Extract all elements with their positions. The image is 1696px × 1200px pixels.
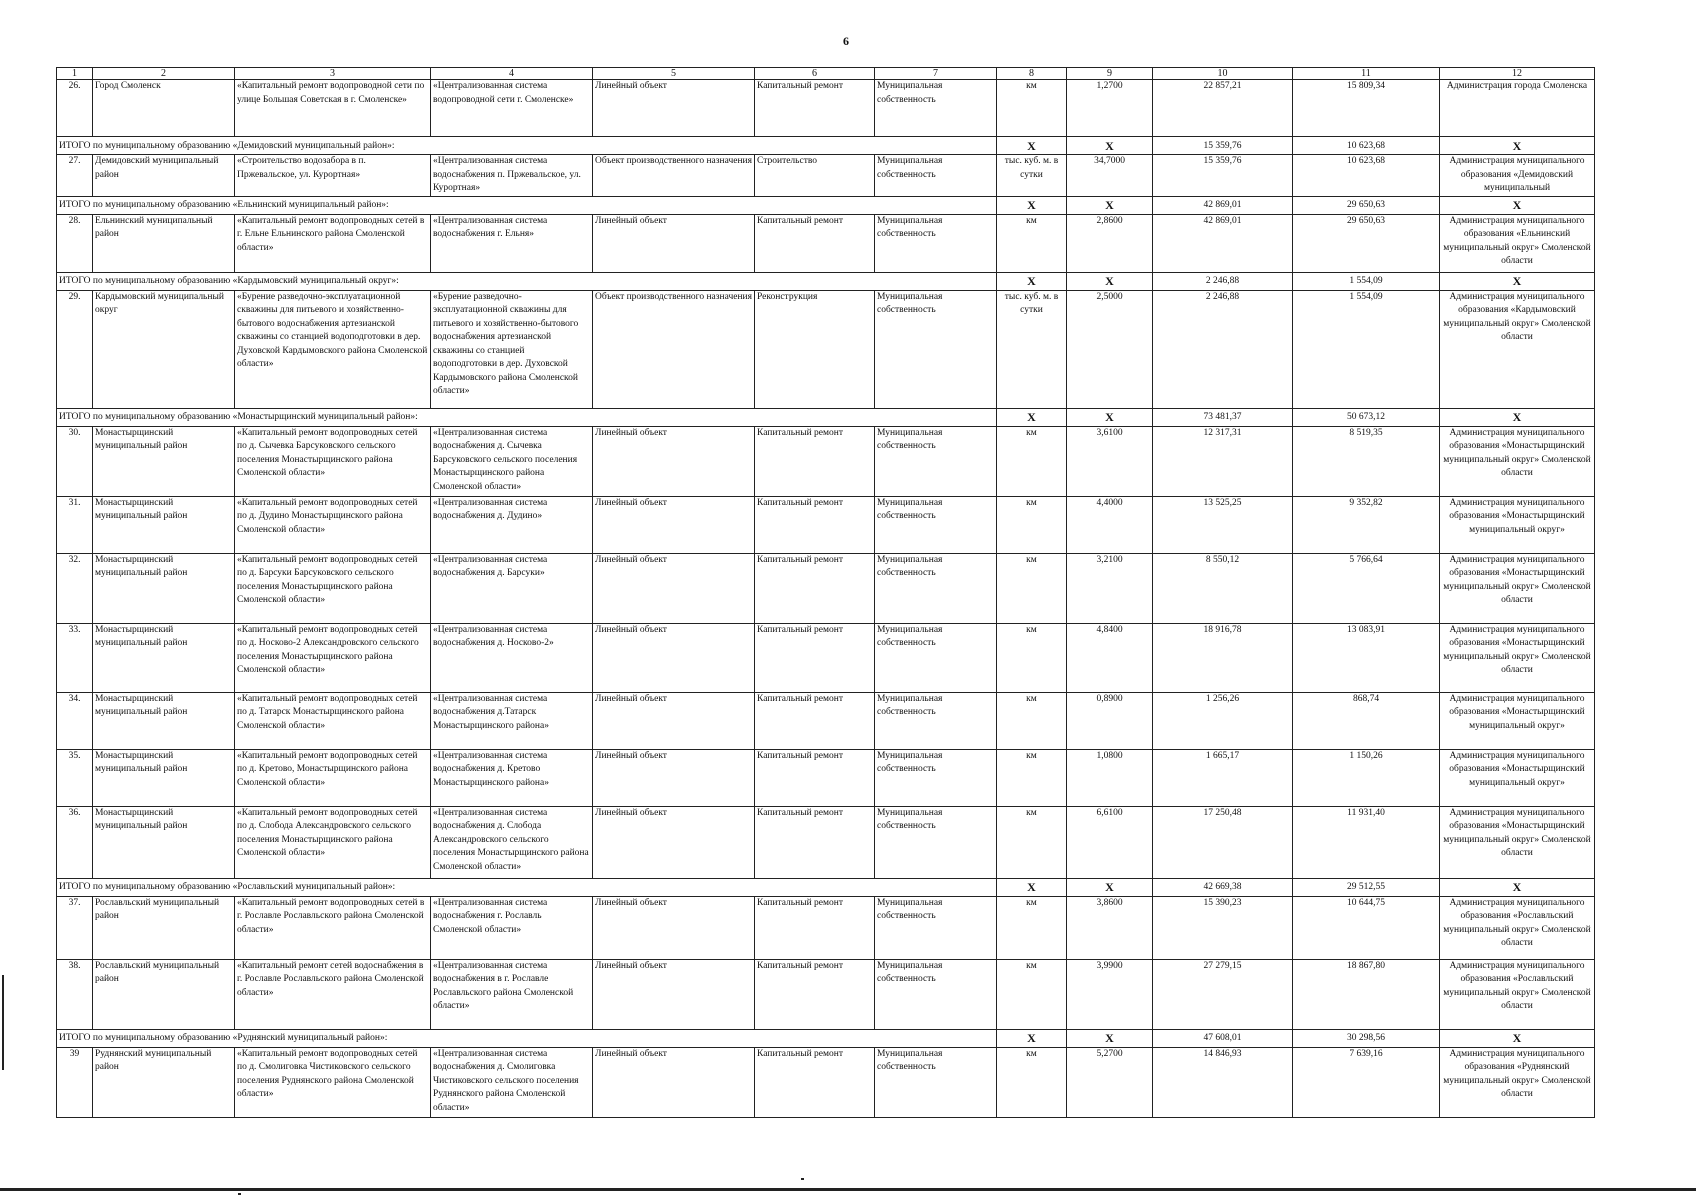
table-row <box>57 749 1595 806</box>
work-name-cell: «Капитальный ремонт водопроводных сетей по д. Дудино Монастырщинского района Смоленской области» <box>235 496 431 553</box>
work-name-cell: «Капитальный ремонт водопроводных сетей по д. Татарск Монастырщинского района Смоленской области» <box>235 692 431 749</box>
scan-speck <box>238 1193 241 1195</box>
object-name-cell: «Централизованная система водоснабжения д.Татарск Монастырщинского района» <box>431 692 593 749</box>
column-number-11: 11 <box>1293 68 1440 80</box>
row-number: 29. <box>57 290 93 408</box>
ownership-cell: Муниципальная собственность <box>875 496 997 553</box>
subtotal-unit-x: Х <box>997 878 1067 896</box>
table-row <box>57 214 1595 272</box>
work-name-cell: «Строительство водозабора в п. Пржевальское, ул. Курортная» <box>235 155 431 197</box>
row-number: 30. <box>57 426 93 496</box>
work-name-cell: «Капитальный ремонт водопроводных сетей в г. Рославле Рославльского района Смоленской области» <box>235 896 431 959</box>
municipality-cell: Монастырщинский муниципальный район <box>93 806 235 878</box>
unit-cell: км <box>997 806 1067 878</box>
work-type-cell: Капитальный ремонт <box>755 749 875 806</box>
object-type-cell: Линейный объект <box>593 1047 755 1117</box>
ownership-cell: Муниципальная собственность <box>875 959 997 1029</box>
responsible-org-cell: Администрация города Смоленска <box>1440 80 1595 137</box>
responsible-org-cell: Администрация муниципального образования «Монастырщинский муниципальный округ» Смоленской области <box>1440 623 1595 692</box>
municipality-cell: Кардымовский муниципальный округ <box>93 290 235 408</box>
municipality-cell: Монастырщинский муниципальный район <box>93 553 235 623</box>
subtotal-row <box>57 878 1595 896</box>
row-number: 34. <box>57 692 93 749</box>
funds-cell: 5 766,64 <box>1293 553 1440 623</box>
cost-cell: 17 250,48 <box>1153 806 1293 878</box>
work-type-cell: Капитальный ремонт <box>755 214 875 272</box>
object-name-cell: «Централизованная система водоснабжения п. Пржевальское, ул. Курортная» <box>431 155 593 197</box>
column-number-8: 8 <box>997 68 1067 80</box>
object-type-cell: Линейный объект <box>593 959 755 1029</box>
work-type-cell: Капитальный ремонт <box>755 80 875 137</box>
column-number-3: 3 <box>235 68 431 80</box>
subtotal-unit-x: Х <box>997 272 1067 290</box>
ownership-cell: Муниципальная собственность <box>875 623 997 692</box>
work-type-cell: Капитальный ремонт <box>755 692 875 749</box>
row-number: 27. <box>57 155 93 197</box>
cost-cell: 27 279,15 <box>1153 959 1293 1029</box>
municipality-cell: Ельнинский муниципальный район <box>93 214 235 272</box>
unit-cell: км <box>997 959 1067 1029</box>
unit-cell: км <box>997 426 1067 496</box>
subtotal-cost: 42 869,01 <box>1153 196 1293 214</box>
quantity-cell: 4,8400 <box>1067 623 1153 692</box>
unit-cell: км <box>997 692 1067 749</box>
subtotal-row <box>57 137 1595 155</box>
ownership-cell: Муниципальная собственность <box>875 426 997 496</box>
quantity-cell: 3,6100 <box>1067 426 1153 496</box>
subtotal-row <box>57 272 1595 290</box>
work-name-cell: «Капитальный ремонт водопроводных сетей по д. Смолиговка Чистиковского сельского поселения Руднянского района Смоленской области» <box>235 1047 431 1117</box>
ownership-cell: Муниципальная собственность <box>875 80 997 137</box>
subtotal-qty-x: Х <box>1067 272 1153 290</box>
subtotal-org-x: Х <box>1440 878 1595 896</box>
subtotal-funds: 29 650,63 <box>1293 196 1440 214</box>
cost-cell: 42 869,01 <box>1153 214 1293 272</box>
work-type-cell: Капитальный ремонт <box>755 959 875 1029</box>
responsible-org-cell: Администрация муниципального образования «Рославльский муниципальный округ» Смоленской области <box>1440 896 1595 959</box>
subtotal-cost: 15 359,76 <box>1153 137 1293 155</box>
responsible-org-cell: Администрация муниципального образования «Ельнинский муниципальный округ» Смоленской области <box>1440 214 1595 272</box>
funds-cell: 868,74 <box>1293 692 1440 749</box>
subtotal-row <box>57 196 1595 214</box>
row-number: 39 <box>57 1047 93 1117</box>
subtotal-qty-x: Х <box>1067 408 1153 426</box>
unit-cell: тыс. куб. м. в сутки <box>997 155 1067 197</box>
subtotal-cost: 47 608,01 <box>1153 1029 1293 1047</box>
cost-cell: 1 665,17 <box>1153 749 1293 806</box>
column-number-7: 7 <box>875 68 997 80</box>
table-row <box>57 692 1595 749</box>
responsible-org-cell: Администрация муниципального образования «Демидовский муниципальный <box>1440 155 1595 197</box>
object-type-cell: Линейный объект <box>593 214 755 272</box>
subtotal-qty-x: Х <box>1067 196 1153 214</box>
object-type-cell: Линейный объект <box>593 553 755 623</box>
municipality-cell: Рославльский муниципальный район <box>93 959 235 1029</box>
funds-cell: 1 554,09 <box>1293 290 1440 408</box>
object-type-cell: Линейный объект <box>593 749 755 806</box>
table-row <box>57 553 1595 623</box>
work-name-cell: «Бурение разведочно-эксплуатационной скважины для питьевого и хозяйственно-бытового водоснабжения артезианской скважины со станцией водоподготовки в дер. Духовской Кардымовского района Смоленской области» <box>235 290 431 408</box>
subtotal-qty-x: Х <box>1067 878 1153 896</box>
object-type-cell: Линейный объект <box>593 806 755 878</box>
municipality-cell: Монастырщинский муниципальный район <box>93 623 235 692</box>
quantity-cell: 34,7000 <box>1067 155 1153 197</box>
quantity-cell: 6,6100 <box>1067 806 1153 878</box>
unit-cell: км <box>997 214 1067 272</box>
cost-cell: 22 857,21 <box>1153 80 1293 137</box>
cost-cell: 2 246,88 <box>1153 290 1293 408</box>
subtotal-org-x: Х <box>1440 272 1595 290</box>
column-number-6: 6 <box>755 68 875 80</box>
subtotal-funds: 50 673,12 <box>1293 408 1440 426</box>
unit-cell: км <box>997 623 1067 692</box>
subtotal-funds: 30 298,56 <box>1293 1029 1440 1047</box>
responsible-org-cell: Администрация муниципального образования «Кардымовский муниципальный округ» Смоленской области <box>1440 290 1595 408</box>
ownership-cell: Муниципальная собственность <box>875 290 997 408</box>
subtotal-row <box>57 1029 1595 1047</box>
scan-margin-mark <box>2 975 4 1070</box>
object-name-cell: «Централизованная система водоснабжения д. Барсуки» <box>431 553 593 623</box>
scan-bottom-edge <box>0 1188 1696 1191</box>
object-name-cell: «Централизованная система водоснабжения г. Ельня» <box>431 214 593 272</box>
row-number: 33. <box>57 623 93 692</box>
municipality-cell: Монастырщинский муниципальный район <box>93 749 235 806</box>
table-row <box>57 155 1595 197</box>
object-type-cell: Линейный объект <box>593 426 755 496</box>
work-name-cell: «Капитальный ремонт водопроводных сетей по д. Носково-2 Александровского сельского поселения Монастырщинского района Смоленской области» <box>235 623 431 692</box>
subtotal-label: ИТОГО по муниципальному образованию «Рославльский муниципальный район»: <box>57 878 997 896</box>
subtotal-funds: 10 623,68 <box>1293 137 1440 155</box>
quantity-cell: 3,2100 <box>1067 553 1153 623</box>
quantity-cell: 4,4000 <box>1067 496 1153 553</box>
ownership-cell: Муниципальная собственность <box>875 896 997 959</box>
work-type-cell: Капитальный ремонт <box>755 426 875 496</box>
funds-cell: 7 639,16 <box>1293 1047 1440 1117</box>
table-row <box>57 896 1595 959</box>
work-type-cell: Реконструкция <box>755 290 875 408</box>
work-type-cell: Капитальный ремонт <box>755 623 875 692</box>
work-type-cell: Строительство <box>755 155 875 197</box>
subtotal-label: ИТОГО по муниципальному образованию «Демидовский муниципальный район»: <box>57 137 997 155</box>
row-number: 38. <box>57 959 93 1029</box>
unit-cell: тыс. куб. м. в сутки <box>997 290 1067 408</box>
responsible-org-cell: Администрация муниципального образования «Монастырщинский муниципальный округ» Смоленской области <box>1440 806 1595 878</box>
unit-cell: км <box>997 896 1067 959</box>
column-number-9: 9 <box>1067 68 1153 80</box>
cost-cell: 15 390,23 <box>1153 896 1293 959</box>
cost-cell: 14 846,93 <box>1153 1047 1293 1117</box>
register-table <box>56 67 1595 1118</box>
municipality-cell: Демидовский муниципальный район <box>93 155 235 197</box>
responsible-org-cell: Администрация муниципального образования «Монастырщинский муниципальный округ» Смоленской области <box>1440 426 1595 496</box>
subtotal-org-x: Х <box>1440 196 1595 214</box>
quantity-cell: 1,2700 <box>1067 80 1153 137</box>
quantity-cell: 2,8600 <box>1067 214 1153 272</box>
object-name-cell: «Централизованная система водоснабжения д. Сычевка Барсуковского сельского поселения Монастырщинского района Смоленской области» <box>431 426 593 496</box>
subtotal-unit-x: Х <box>997 408 1067 426</box>
object-name-cell: «Централизованная система водоснабжения д. Дудино» <box>431 496 593 553</box>
work-name-cell: «Капитальный ремонт водопроводных сетей по д. Сычевка Барсуковского сельского поселения Монастырщинского района Смоленской области» <box>235 426 431 496</box>
responsible-org-cell: Администрация муниципального образования «Монастырщинский муниципальный округ» <box>1440 496 1595 553</box>
ownership-cell: Муниципальная собственность <box>875 749 997 806</box>
work-name-cell: «Капитальный ремонт водопроводной сети по улице Большая Советская в г. Смоленске» <box>235 80 431 137</box>
municipality-cell: Руднянский муниципальный район <box>93 1047 235 1117</box>
funds-cell: 18 867,80 <box>1293 959 1440 1029</box>
subtotal-funds: 1 554,09 <box>1293 272 1440 290</box>
object-type-cell: Объект производственного назначения <box>593 290 755 408</box>
work-type-cell: Капитальный ремонт <box>755 1047 875 1117</box>
object-name-cell: «Централизованная система водоснабжения в г. Рославле Рославльского района Смоленской области» <box>431 959 593 1029</box>
ownership-cell: Муниципальная собственность <box>875 214 997 272</box>
unit-cell: км <box>997 496 1067 553</box>
column-number-10: 10 <box>1153 68 1293 80</box>
row-number: 37. <box>57 896 93 959</box>
responsible-org-cell: Администрация муниципального образования «Монастырщинский муниципальный округ» Смоленской области <box>1440 553 1595 623</box>
subtotal-label: ИТОГО по муниципальному образованию «Монастырщинский муниципальный район»: <box>57 408 997 426</box>
municipality-cell: Монастырщинский муниципальный район <box>93 692 235 749</box>
table-row <box>57 496 1595 553</box>
subtotal-unit-x: Х <box>997 196 1067 214</box>
row-number: 28. <box>57 214 93 272</box>
column-number-2: 2 <box>93 68 235 80</box>
subtotal-label: ИТОГО по муниципальному образованию «Ельнинский муниципальный район»: <box>57 196 997 214</box>
cost-cell: 18 916,78 <box>1153 623 1293 692</box>
object-type-cell: Объект производственного назначения <box>593 155 755 197</box>
scan-speck <box>801 1178 804 1180</box>
table-row <box>57 1047 1595 1117</box>
column-number-5: 5 <box>593 68 755 80</box>
subtotal-cost: 42 669,38 <box>1153 878 1293 896</box>
unit-cell: км <box>997 553 1067 623</box>
object-name-cell: «Централизованная система водоснабжения г. Рославль Смоленской области» <box>431 896 593 959</box>
table-row <box>57 959 1595 1029</box>
cost-cell: 12 317,31 <box>1153 426 1293 496</box>
subtotal-org-x: Х <box>1440 1029 1595 1047</box>
object-name-cell: «Централизованная система водопроводной сети г. Смоленске» <box>431 80 593 137</box>
register-table-body <box>57 68 1595 1118</box>
subtotal-qty-x: Х <box>1067 1029 1153 1047</box>
unit-cell: км <box>997 749 1067 806</box>
funds-cell: 13 083,91 <box>1293 623 1440 692</box>
subtotal-qty-x: Х <box>1067 137 1153 155</box>
table-row <box>57 623 1595 692</box>
work-name-cell: «Капитальный ремонт водопроводных сетей по д. Слобода Александровского сельского поселения Монастырщинского района Смоленской области» <box>235 806 431 878</box>
quantity-cell: 0,8900 <box>1067 692 1153 749</box>
object-name-cell: «Централизованная система водоснабжения д. Кретово Монастырщинского района» <box>431 749 593 806</box>
cost-cell: 15 359,76 <box>1153 155 1293 197</box>
subtotal-cost: 73 481,37 <box>1153 408 1293 426</box>
responsible-org-cell: Администрация муниципального образования «Монастырщинский муниципальный округ» <box>1440 749 1595 806</box>
object-type-cell: Линейный объект <box>593 896 755 959</box>
quantity-cell: 3,8600 <box>1067 896 1153 959</box>
subtotal-org-x: Х <box>1440 408 1595 426</box>
object-name-cell: «Централизованная система водоснабжения д. Носково-2» <box>431 623 593 692</box>
subtotal-label: ИТОГО по муниципальному образованию «Руднянский муниципальный район»: <box>57 1029 997 1047</box>
quantity-cell: 5,2700 <box>1067 1047 1153 1117</box>
object-name-cell: «Централизованная система водоснабжения д. Слобода Александровского сельского поселения Монастырщинского района Смоленской области» <box>431 806 593 878</box>
municipality-cell: Монастырщинский муниципальный район <box>93 496 235 553</box>
municipality-cell: Монастырщинский муниципальный район <box>93 426 235 496</box>
page-number: 6 <box>843 34 849 48</box>
object-name-cell: «Бурение разведочно-эксплуатационной скважины для питьевого и хозяйственно-бытового водоснабжения артезианской скважины со станцией водоподготовки в дер. Духовской Кардымовского района Смоленской области» <box>431 290 593 408</box>
funds-cell: 29 650,63 <box>1293 214 1440 272</box>
object-type-cell: Линейный объект <box>593 692 755 749</box>
object-type-cell: Линейный объект <box>593 80 755 137</box>
cost-cell: 13 525,25 <box>1153 496 1293 553</box>
column-number-12: 12 <box>1440 68 1595 80</box>
object-type-cell: Линейный объект <box>593 496 755 553</box>
responsible-org-cell: Администрация муниципального образования «Рославльский муниципальный округ» Смоленской области <box>1440 959 1595 1029</box>
work-name-cell: «Капитальный ремонт водопроводных сетей по д. Кретово, Монастырщинского района Смоленской области» <box>235 749 431 806</box>
object-type-cell: Линейный объект <box>593 623 755 692</box>
column-number-row <box>57 68 1595 80</box>
ownership-cell: Муниципальная собственность <box>875 1047 997 1117</box>
column-number-1: 1 <box>57 68 93 80</box>
work-name-cell: «Капитальный ремонт водопроводных сетей по д. Барсуки Барсуковского сельского поселения Монастырщинского района Смоленской области» <box>235 553 431 623</box>
row-number: 31. <box>57 496 93 553</box>
municipality-cell: Город Смоленск <box>93 80 235 137</box>
funds-cell: 1 150,26 <box>1293 749 1440 806</box>
subtotal-funds: 29 512,55 <box>1293 878 1440 896</box>
funds-cell: 10 623,68 <box>1293 155 1440 197</box>
subtotal-unit-x: Х <box>997 1029 1067 1047</box>
table-row <box>57 80 1595 137</box>
row-number: 32. <box>57 553 93 623</box>
work-type-cell: Капитальный ремонт <box>755 806 875 878</box>
subtotal-label: ИТОГО по муниципальному образованию «Кардымовский муниципальный округ»: <box>57 272 997 290</box>
ownership-cell: Муниципальная собственность <box>875 155 997 197</box>
quantity-cell: 3,9900 <box>1067 959 1153 1029</box>
unit-cell: км <box>997 80 1067 137</box>
work-name-cell: «Капитальный ремонт водопроводных сетей в г. Ельне Ельнинского района Смоленской области» <box>235 214 431 272</box>
ownership-cell: Муниципальная собственность <box>875 692 997 749</box>
table-row <box>57 806 1595 878</box>
ownership-cell: Муниципальная собственность <box>875 806 997 878</box>
responsible-org-cell: Администрация муниципального образования «Монастырщинский муниципальный округ» <box>1440 692 1595 749</box>
row-number: 36. <box>57 806 93 878</box>
funds-cell: 9 352,82 <box>1293 496 1440 553</box>
quantity-cell: 2,5000 <box>1067 290 1153 408</box>
ownership-cell: Муниципальная собственность <box>875 553 997 623</box>
subtotal-cost: 2 246,88 <box>1153 272 1293 290</box>
subtotal-unit-x: Х <box>997 137 1067 155</box>
funds-cell: 10 644,75 <box>1293 896 1440 959</box>
row-number: 26. <box>57 80 93 137</box>
row-number: 35. <box>57 749 93 806</box>
subtotal-row <box>57 408 1595 426</box>
table-row <box>57 426 1595 496</box>
responsible-org-cell: Администрация муниципального образования «Руднянский муниципальный округ» Смоленской области <box>1440 1047 1595 1117</box>
unit-cell: км <box>997 1047 1067 1117</box>
work-name-cell: «Капитальный ремонт сетей водоснабжения в г. Рославле Рославльского района Смоленской области» <box>235 959 431 1029</box>
table-row <box>57 290 1595 408</box>
quantity-cell: 1,0800 <box>1067 749 1153 806</box>
funds-cell: 11 931,40 <box>1293 806 1440 878</box>
work-type-cell: Капитальный ремонт <box>755 496 875 553</box>
funds-cell: 15 809,34 <box>1293 80 1440 137</box>
subtotal-org-x: Х <box>1440 137 1595 155</box>
object-name-cell: «Централизованная система водоснабжения д. Смолиговка Чистиковского сельского поселения Руднянского района Смоленской области» <box>431 1047 593 1117</box>
funds-cell: 8 519,35 <box>1293 426 1440 496</box>
work-type-cell: Капитальный ремонт <box>755 896 875 959</box>
cost-cell: 1 256,26 <box>1153 692 1293 749</box>
cost-cell: 8 550,12 <box>1153 553 1293 623</box>
municipality-cell: Рославльский муниципальный район <box>93 896 235 959</box>
column-number-4: 4 <box>431 68 593 80</box>
work-type-cell: Капитальный ремонт <box>755 553 875 623</box>
